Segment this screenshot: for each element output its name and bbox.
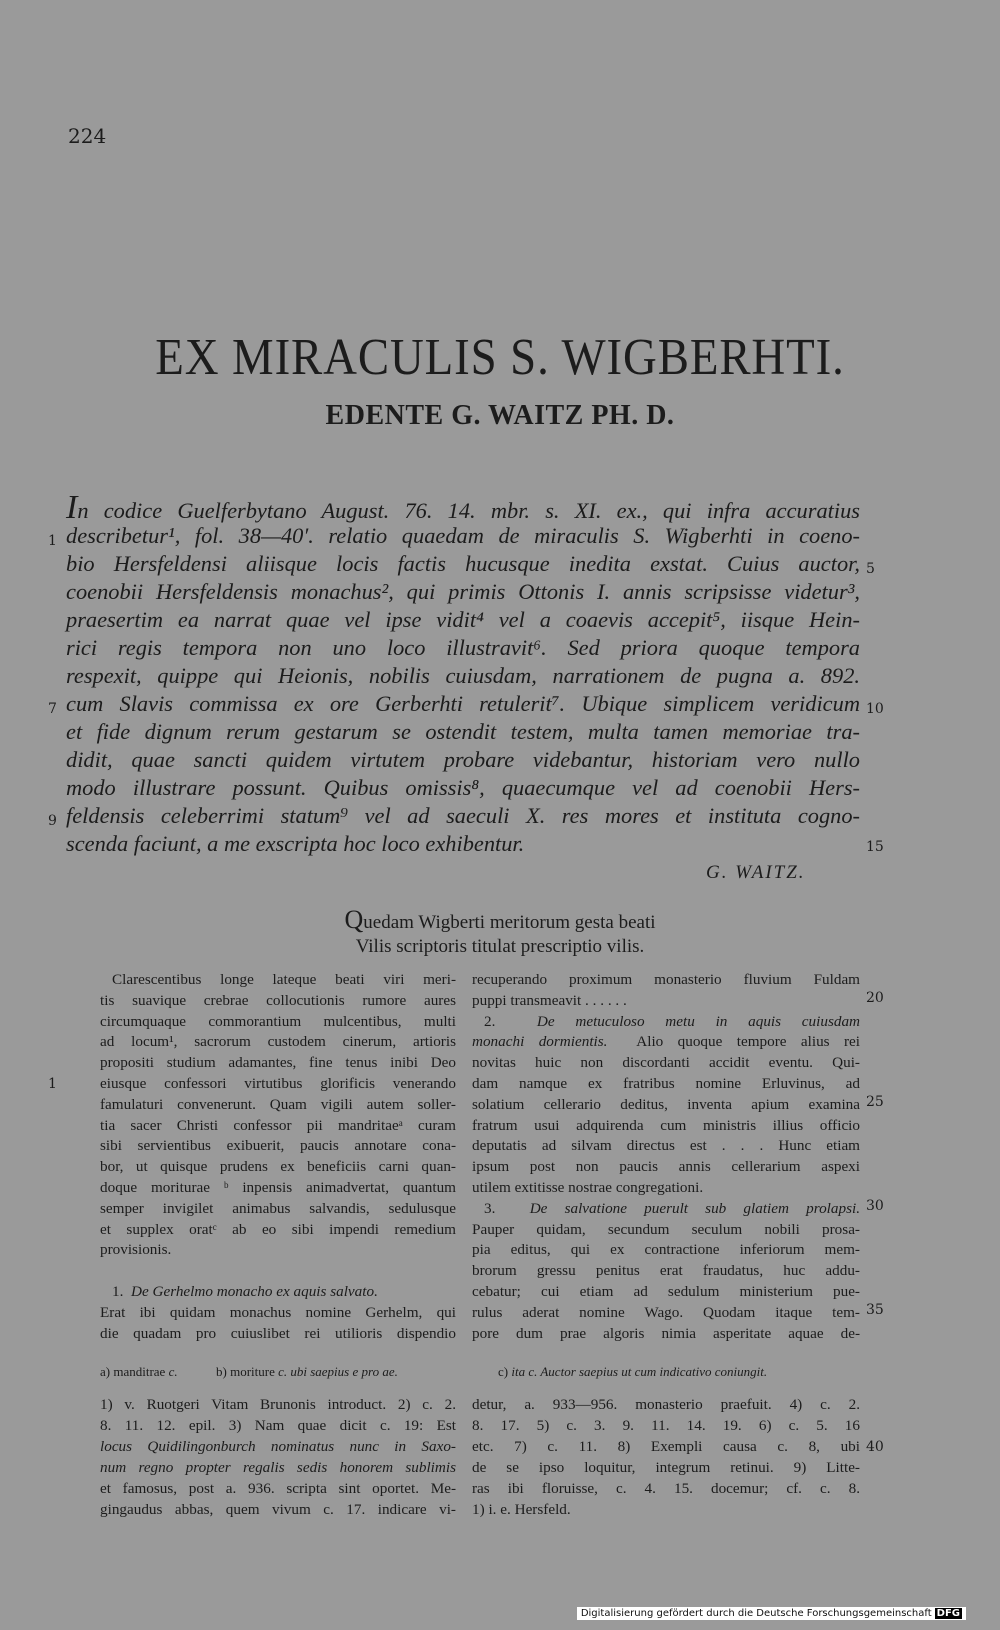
footnote-line: gingaudus abbas, quem vivum c. 17. indicare vi-: [100, 1501, 456, 1518]
margin-line-number: 5: [866, 561, 875, 577]
text-line: semper invigilet animabus salvandis, sedulusque: [100, 1199, 456, 1217]
page-title: EX MIRACULIS S. WIGBERHTI.: [155, 329, 845, 386]
text-line: propositi studium adamantes, fine tenus inibi Deo: [100, 1054, 456, 1072]
text-line: dam namque ex fratribus nomine Erluvinus, ad: [472, 1074, 860, 1092]
footnote-line: detur, a. 933—956. monasterio praefuit. 4) c. 2.: [472, 1396, 860, 1413]
variant-note: a) manditrae c.: [100, 1364, 178, 1379]
intro-line: respexit, quippe qui Heionis, nobilis cuiusdam, narrationem de pugna a. 892.: [66, 663, 860, 688]
text-line: circumquaque commorantium mulcentibus, multi: [100, 1012, 456, 1030]
variant-note: b) moriture c. ubi saepius e pro ae.: [216, 1364, 398, 1379]
text-line: ipsum post non paucis annis cellerarium aspexi: [472, 1158, 860, 1176]
footnotes-right: [472, 1394, 860, 1520]
margin-line-number: 15: [866, 839, 884, 855]
text-line: deputatis ad silvam directus est . . . Hunc etiam: [472, 1137, 860, 1155]
text-line: puppi transmeavit . . . . . .: [472, 991, 627, 1009]
footnote-line: et famosus, post a. 936. scripta sint oportet. Me-: [100, 1480, 456, 1497]
text-line: tis suavique crebrae collocutionis rumore aures: [100, 991, 456, 1009]
text-line: utilem extitisse nostrae congregationi.: [472, 1178, 704, 1196]
margin-line-number: 9: [48, 813, 57, 829]
intro-line: coenobii Hersfeldensis monachus², qui primis Ottonis I. annis scripsisse videtur³,: [66, 579, 860, 604]
margin-line-number: 7: [48, 701, 57, 717]
margin-line-number: 10: [866, 701, 884, 717]
text-line: monachi dormientis. Alio quoque tempore alius rei: [472, 1033, 860, 1051]
intro-line: et fide dignum rerum gestarum se ostendit testem, multa tamen memoriae tra-: [66, 719, 860, 744]
text-line: die quadam pro cuiuslibet rei utilioris dispendio: [100, 1324, 456, 1342]
editor-line: EDENTE G. WAITZ PH. D.: [325, 400, 675, 431]
text-line: tia sacer Christi confessor pii mandritaeᵃ curam: [100, 1116, 456, 1134]
intro-line: describetur¹, fol. 38—40′. relatio quaedam de miraculis S. Wigberhti in coeno-: [66, 523, 860, 548]
text-line: famulaturi convenerunt. Quam vigili autem soller-: [100, 1095, 456, 1113]
text-line: sibi servientibus exibuerit, paucis annotare cona-: [100, 1137, 456, 1155]
intro-line: In codice Guelferbytano August. 76. 14. mbr. s. XI. ex., qui infra accuratius: [66, 489, 860, 526]
page-number: 224: [68, 124, 107, 148]
right-column: [472, 970, 860, 1344]
text-line: solatium cellerario deditus, inventa apium examina: [472, 1095, 860, 1113]
intro-line: cum Slavis commissa ex ore Gerberhti retulerit⁷. Ubique simplicem veridicum: [66, 691, 860, 716]
footnote-line: num regno propter regalis sedis honorem sublimis: [100, 1459, 456, 1476]
text-line: recuperando proximum monasterio fluvium Fuldam: [472, 971, 860, 988]
drop-cap: I: [66, 489, 78, 526]
margin-line-number: 30: [866, 1198, 884, 1214]
intro-line: praesertim ea narrat quae vel ipse vidit⁴ vel a coaevis accepit⁵, iisque Hein-: [66, 607, 860, 632]
poem-line: Vilis scriptoris titulat prescriptio vilis.: [355, 936, 645, 957]
dfg-logo: DFG: [936, 1608, 960, 1619]
footnote-line: 8. 17. 5) c. 3. 9. 11. 14. 19. 6) c. 5. 16: [472, 1417, 860, 1434]
digitization-credit: Digitalisierung gefördert durch die Deutsche Forschungsgemeinschaft DFG: [577, 1607, 966, 1620]
intro-line: rici regis tempora non uno loco illustravit⁶. Sed priora quoque tempora: [66, 635, 860, 660]
footnote-line: 1) v. Ruotgeri Vitam Brunonis introduct. 2) c. 2.: [100, 1396, 456, 1413]
text-line: cebatur; cui etiam ad sedulum ministerium pue-: [472, 1282, 860, 1300]
text-line: rulus aderat nomine Wago. Quodam itaque tem-: [472, 1303, 860, 1321]
margin-line-number: 35: [866, 1302, 884, 1318]
text-line: et supplex oratᶜ ab eo sibi impendi remedium: [100, 1220, 456, 1238]
footnote-line: de se ipso loquitur, integrum retinui. 9) Litte-: [472, 1459, 860, 1476]
intro-line: didit, quae sancti quidem virtutem probare videbantur, historiam vero nullo: [66, 747, 860, 772]
margin-line-number: 40: [866, 1439, 884, 1455]
intro-line: modo illustrare possunt. Quibus omissis⁸, quaecumque vel ad coenobii Hers-: [66, 775, 860, 800]
text-line: Pauper quidam, secundum seculum nobili prosa-: [472, 1220, 860, 1238]
poem-heading: [0, 905, 1000, 959]
text-line: Erat ibi quidam monachus nomine Gerhelm, qui: [100, 1303, 456, 1321]
margin-line-number: 20: [866, 990, 884, 1006]
text-line: eiusque confessori virtutibus glorificis venerando: [100, 1074, 456, 1092]
text-line: ad locum¹, sacrorum custodem cinerum, artioris: [100, 1033, 456, 1051]
left-column: [100, 970, 456, 1344]
margin-line-number: 1: [48, 1076, 57, 1092]
signature: G. WAITZ.: [706, 862, 806, 883]
intro-line: feldensis celeberrimi statum⁹ vel ad saeculi X. res mores et instituta cogno-: [66, 803, 860, 828]
margin-line-number: 25: [866, 1094, 884, 1110]
text-line: fratrum usui adquirenda cum ministris illius officio: [472, 1116, 860, 1134]
text-line: pore dum prae algoris nimia asperitate aquae de-: [472, 1324, 860, 1342]
footnote-line: ras ibi floruisse, c. 4. 15. docemur; cf. c. 8.: [472, 1480, 860, 1497]
text-line: Clarescentibus longe lateque beati viri meri-: [112, 971, 456, 988]
intro-line: bio Hersfeldensi aliisque locis factis hucusque inedita exstat. Cuius auctor,: [66, 551, 860, 576]
margin-line-number: 1: [48, 533, 57, 549]
footnote-line: locus Quidilingonburch nominatus nunc in Saxo-: [100, 1438, 456, 1455]
text-line: brorum gressu penitus erat fraudatus, huc addu-: [472, 1262, 860, 1280]
introduction: [66, 489, 860, 858]
footnotes-left: [100, 1394, 456, 1520]
footnote-line: etc. 7) c. 11. 8) Exempli causa c. 8, ubi: [472, 1438, 860, 1455]
text-line: doque moriturae ᵇ inpensis animadvertat, quantum: [100, 1178, 456, 1196]
footnote-line: 8. 11. 12. epil. 3) Nam quae dicit c. 19: Est: [100, 1417, 456, 1434]
text-line: pia editus, qui ex contractione inferiorum mem-: [472, 1241, 860, 1259]
intro-line: scenda faciunt, a me exscripta hoc loco exhibentur.: [66, 831, 525, 856]
text-line: bor, ut quisque prudens ex beneficiis carni quan-: [100, 1158, 456, 1176]
text-line: novitas huic non discordanti accidit eventu. Qui-: [472, 1054, 860, 1072]
poem-initial: Q: [344, 905, 364, 934]
chapter-heading: 1. De Gerhelmo monacho ex aquis salvato.: [112, 1282, 378, 1300]
chapter-heading: 3. De salvatione puerult sub glatiem prolapsi.: [484, 1199, 861, 1217]
variant-note: c) ita c. Auctor saepius ut cum indicativo coniungit.: [498, 1364, 768, 1379]
text-line: provisionis.: [100, 1241, 172, 1259]
chapter-heading: 2. De metuculoso metu in aquis cuiusdam: [484, 1012, 861, 1030]
footnote-line: 1) i. e. Hersfeld.: [472, 1501, 571, 1518]
poem-line: Quedam Wigberti meritorum gesta beati: [344, 905, 656, 934]
